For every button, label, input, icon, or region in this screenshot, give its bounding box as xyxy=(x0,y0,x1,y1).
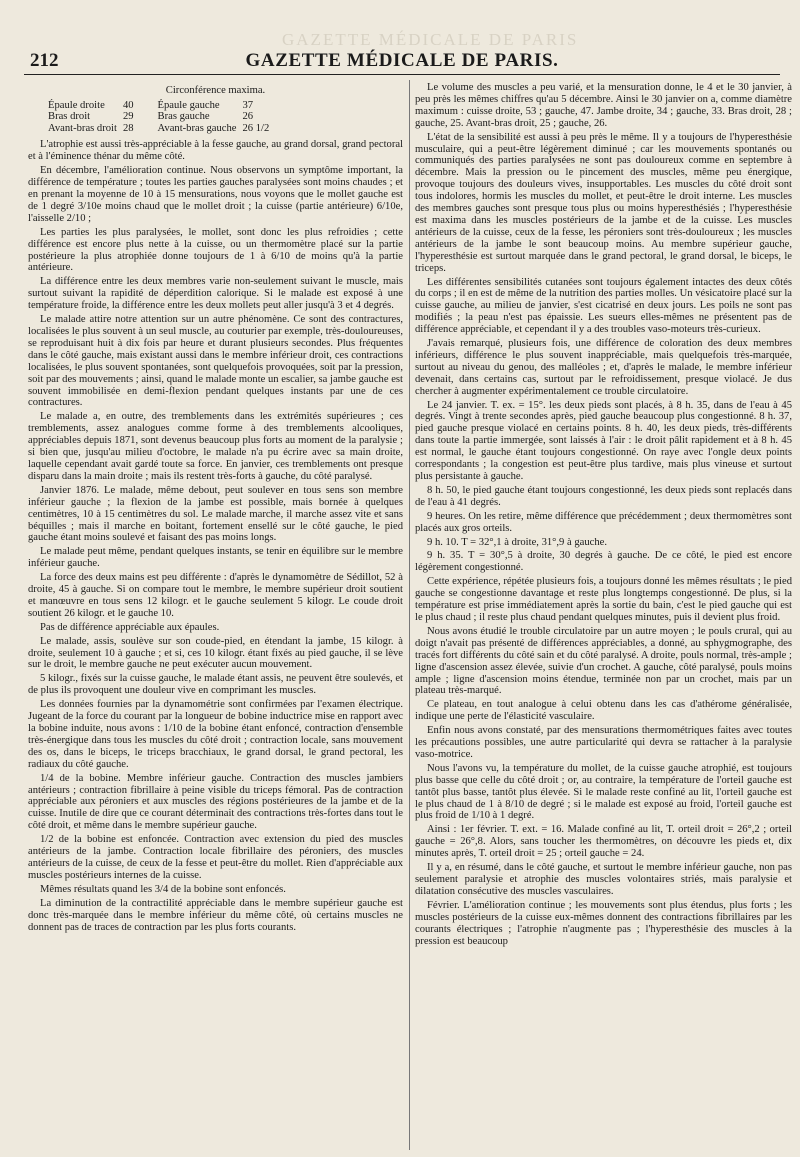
table-cell: 26 1/2 xyxy=(242,122,270,134)
left-text xyxy=(28,139,403,933)
paragraph: Les données fournies par la dynamométrie sont confirmées par l'examen électrique. Jugeant de la force du courant par la longueur de bobine inductrice mise en rapport avec la bobine induite, nous avons : 1/10 de la bobine étant enfoncé, contraction d'ensemble très-énergique dans tous les muscles du côté droit ; contraction locale, sans mouvement des os, dans le biceps, le triceps bracchiaux, le grand dorsal, le grand pectoral, les radiaux du côté gauche. xyxy=(28,699,403,770)
paragraph: Ainsi : 1er février. T. ext. = 16. Malade confiné au lit, T. orteil droit = 26°,2 ; orteil gauche = 26°,8. Alors, sans toucher les thermomètres, on découvre les pieds et, dix minutes après, T. orteil droit = 25 ; orteil gauche = 24. xyxy=(415,824,792,860)
paragraph: Le 24 janvier. T. ex. = 15°. les deux pieds sont placés, à 8 h. 35, dans de l'eau à 45 degrés. Vingt à trente secondes après, pied gauche beaucoup plus congestionné. 8 h. 37, pied gauche presque violacé en certains points. 8 h. 40, les deux pieds, très-différents dans toute la partie immergée, sont laissés à l'air : le droit pâlit rapidement et à 8 h. 45 est normal, le gauche étant toujours congestionné. On raye avec l'ongle deux points correspondants ; la congestion est peut-être plus tardive, mais plus vineuse et surtout plus persistante à gauche. xyxy=(415,399,792,482)
table-cell: Bras droit xyxy=(48,111,91,123)
table-row xyxy=(48,111,275,123)
paragraph: 9 h. 35. T = 30°,5 à droite, 30 degrés à gauche. De ce côté, le pied est encore légèrement congestionné. xyxy=(415,550,792,574)
paragraph: Le volume des muscles a peu varié, et la mensuration donne, le 4 et le 30 janvier, à peu près les mêmes chiffres qu'au 5 décembre. Ainsi le 30 janvier on a, comme diamètre maximum : cuisse droite, 53 ; gauche, 47. Jambe droite, 34 ; gauche, 33. Bras droit, 28 ; gauche, 25. Avant-bras droit, 25 ; gauche, 26. xyxy=(415,82,792,129)
table-cell: Épaule droite xyxy=(48,99,105,111)
journal-title: GAZETTE MÉDICALE DE PARIS. xyxy=(245,50,559,71)
left-column xyxy=(28,82,403,1147)
paragraph: Nous avons étudié le trouble circulatoire par un autre moyen ; le pouls crural, qui au doigt n'avait pas présenté de différences appréciables, a donné, au sphygmographe, des tracés fort différents du côté sain et du côté paralysé. A droite, pouls normal, très-ample ; ligne d'ascension assez élevée, suivie d'un crochet. A gauche, côté paralysé, pouls moins ample ; ligne d'ascension moins étendue, terminée non par un crochet, mais par un plateau très-marqué. xyxy=(415,625,792,697)
paragraph: Les différentes sensibilités cutanées sont toujours également intactes des deux côtés du corps ; il en est de même de la nutrition des parties molles. Un vésicatoire placé sur la cuisse gauche, au milieu de janvier, s'est cicatrisé en deux jours. Les poils ne sont pas modifiés ; la peau n'est pas épaissie. Les sueurs elles-mêmes ne présentent pas de différence appréciable, et cependant il y a des troubles vaso-moteurs très-curieux. xyxy=(415,276,792,336)
page-number: 212 xyxy=(30,50,59,71)
paragraph: La force des deux mains est peu différente : d'après le dynamomètre de Sédillot, 52 à droite, 45 à gauche. Si on compare tout le membre, le membre supérieur droit soutient et manœuvre en tous sens 12 kilogr. et le gauche seulement 5 kilogr. Le coude droit soutient 26 kilogr. et le gauche 10. xyxy=(28,572,403,619)
table-cell: 29 xyxy=(122,111,134,123)
paragraph: Ce plateau, en tout analogue à celui obtenu dans les cas d'athérome généralisée, indique une perte de l'élasticité vasculaire. xyxy=(415,699,792,723)
paragraph: Cette expérience, répétée plusieurs fois, a toujours donné les mêmes résultats ; le pied gauche se congestionne davantage et reste plus longtemps congestionné. De plus, si la température est prise immédiatement après la sortie du bain, c'est le pied gauche qui est le plus chaud ; il reste plus chaud pendant quelques minutes, puis il devient plus froid. xyxy=(415,576,792,623)
paragraph: Les parties les plus paralysées, le mollet, sont donc les plus refroidies ; cette différence est encore plus nette à la cuisse, ou un thermomètre placé sur la partie postérieure la plus atrophiée donne toujours de 1 à 6/10 de moins qu'à la partie antérieure. xyxy=(28,226,403,274)
paragraph: Le malade a, en outre, des tremblements dans les extrémités supérieures ; ces tremblements, assez analogues comme forme à des tremblements alcooliques, appréciables depuis 1871, sont devenus beaucoup plus forts au moment de la paralysie ; si bien que, jusqu'au milieu d'octobre, le malade n'a pu écrire avec sa main droite, laquelle cependant avait gardé toute sa force. En janvier, ces tremblements ont presque disparu dans la main droite ; mais ils restent très-forts à gauche, du côté paralysé. xyxy=(28,411,403,482)
circumference-table xyxy=(48,100,275,135)
paragraph: Janvier 1876. Le malade, même debout, peut soulever en tous sens son membre inférieur gauche ; la flexion de la jambe est possible, mais bornée à quelques centimètres, 10 à 15 centimètres du sol. Le malade marche, il marche assez vite et sans béquilles ; mais il marche en boitant, fortement ensellé sur le côté gauche, le pied gauche étant moins soulevé et faisant des pas moins longs. xyxy=(28,484,403,544)
paragraph: En décembre, l'amélioration continue. Nous observons un symptôme important, la différence de température ; toutes les parties gauches paralysées sont moins chaudes ; et en prenant la moyenne de 10 à 15 mensurations, nous voyons que le mollet gauche est de 1 degré 3/10e moins chaud que le mollet droit ; la cuisse (partie antérieure) 6/10e, l'aisselle 2/10 ; xyxy=(28,165,403,224)
paragraph: La différence entre les deux membres varie non-seulement suivant le muscle, mais surtout suivant la rapidité de déperdition calorique. Si le malade est exposé à une température froide, la différence entre les deux mollets peut aller jusqu'à 3 et 4 degrés. xyxy=(28,276,403,312)
column-divider xyxy=(409,80,410,1150)
paragraph: 8 h. 50, le pied gauche étant toujours congestionné, les deux pieds sont replacés dans de l'eau à 41 degrés. xyxy=(415,484,792,508)
paragraph: Février. L'amélioration continue ; les mouvements sont plus étendus, plus forts ; les muscles postérieurs de la cuisse eux-mêmes donnent des contractions fibrillaires par les courants électriques ; l'atrophie n'augmente pas ; l'hyperesthésie des muscles à la pression est beaucoup xyxy=(415,899,792,947)
table-row xyxy=(48,123,275,135)
paragraph: Enfin nous avons constaté, par des mensurations thermométriques faites avec toutes les précautions possibles, une autre particularité qui devra se rattacher à la paralysie vaso-motrice. xyxy=(415,725,792,760)
table-cell: Avant-bras gauche xyxy=(157,122,237,134)
table-cell: Bras gauche xyxy=(157,111,210,123)
table-row xyxy=(48,100,275,112)
paragraph: 1/2 de la bobine est enfoncée. Contraction avec extension du pied des muscles antérieurs de la jambe. Contraction locale fibrillaire des péroniers, des muscles antérieurs de la cuisse, de ceux de la fesse et peut-être du mollet. Rien d'appréciable aux muscles postérieurs internes de la cuisse. xyxy=(28,834,403,881)
paragraph: 5 kilogr., fixés sur la cuisse gauche, le malade étant assis, ne peuvent être soulevés, et de plus ils provoquent une douleur vive en comprimant les muscles. xyxy=(28,673,403,697)
table-cell: 40 xyxy=(122,99,134,111)
paragraph: Le malade attire notre attention sur un autre phénomène. Ce sont des contractures, localisées le plus souvent à un seul muscle, au couturier par exemple, très-douloureuses, se reproduisant huit à dix fois par heure et durant plusieurs secondes. Plus fréquentes dans le côté gauche, mais existant aussi dans le membre inférieur droit, ces contractions localisées, le plus souvent spontanées, sont quelquefois provoquées, soit par la pression, soit par des mouvements ; ainsi, quand le malade monte un escalier, sa jambe gauche est souvent immobilisée en demi-flexion pendant quelques instants par une de ces contractures. xyxy=(28,314,403,409)
page-header xyxy=(24,48,780,75)
paragraph: Le malade, assis, soulève sur son coude-pied, en étendant la jambe, 15 kilogr. à droite, seulement 10 à gauche ; et si, ces 10 kilogr. étant fixés au pied gauche, il se lève sur le droit, le membre gauche ne peut exécuter aucun mouvement. xyxy=(28,635,403,671)
paragraph: Pas de différence appréciable aux épaules. xyxy=(40,621,220,633)
paragraph: Il y a, en résumé, dans le côté gauche, et surtout le membre inférieur gauche, non pas seulement paralysie et atrophie des muscles volontaires striés, mais paralysie et dilatation consécutive des muscles vasculaires. xyxy=(415,862,792,897)
paragraph: Nous l'avons vu, la température du mollet, de la cuisse gauche atrophié, est toujours plus basse que celle du côté droit ; or, au contraire, la température de l'orteil gauche est tantôt plus basse, tantôt plus élevée. Si le malade reste confiné au lit, l'orteil gauche est le plus chaud de 1 à 8/10 de degré ; si le malade est exposé au froid, l'orteil gauche est plus froid de 1/10 à 1 degré. xyxy=(415,762,792,822)
paragraph: Mêmes résultats quand les 3/4 de la bobine sont enfoncés. xyxy=(40,883,286,895)
right-text xyxy=(415,82,792,947)
paragraph: 1/4 de la bobine. Membre inférieur gauche. Contraction des muscles jambiers antérieurs ; contraction fibrillaire à peine visible du triceps fémoral. Pas de contraction appréciable aux péroniers et aux muscles des régions postérieures de la jambe et de la cuisse. Inutile de dire que ce courant déterminait des contractions très-fortes dans tout le côté droit, et même dans le membre supérieur gauche. xyxy=(28,772,403,832)
table-cell: Épaule gauche xyxy=(157,99,220,111)
paragraph: 9 h. 10. T = 32°,1 à droite, 31°,9 à gauche. xyxy=(427,536,607,548)
table-cell: Avant-bras droit xyxy=(48,122,117,134)
paragraph: J'avais remarqué, plusieurs fois, une différence de coloration des deux membres inférieurs, différence le plus souvent inappréciable, mais quelquefois très-marquée, surtout au niveau du genou, des malléoles ; et, d'après le malade, le membre inférieur devenait, dans certains cas, surtout par le refroidissement, presque violacé. Je dus chercher à augmenter expérimentalement ce trouble circulatoire. xyxy=(415,338,792,397)
table-cell: 37 xyxy=(242,99,254,111)
paragraph: Le malade peut même, pendant quelques instants, se tenir en équilibre sur le membre inférieur gauche. xyxy=(28,546,403,570)
paragraph: 9 heures. On les retire, même différence que précédemment ; deux thermomètres sont placés aux gros orteils. xyxy=(415,510,792,534)
right-column xyxy=(415,82,792,1147)
table-cell: 28 xyxy=(122,122,134,134)
paragraph: La diminution de la contractilité appréciable dans le membre supérieur gauche est donc très-marquée dans le membre inférieur du même côté, où certains muscles ne donnent pas de traces de contraction par les plus forts courants. xyxy=(28,897,403,933)
paragraph: L'état de la sensibilité est aussi à peu près le même. Il y a toujours de l'hyperesthésie musculaire, qui a peut-être légèrement diminué ; car les mouvements spontanés ou communiqués des parties paralysées ne sont pas douloureux comme en septembre à décembre. Mais la pression ou le pincement des muscles, même peu énergique, provoque toujours des douleurs vives, insupportables. Les muscles du côté droit sont tous indolores, hormis les muscles du mollet, et peut-être le droit interne. Les muscles des membres gauches sont presque tous plus ou moins hyperesthésiés ; l'hyperesthésie est maxima dans les muscles postérieurs de la jambe et de la cuisse. Les muscles antérieurs de la cuisse, ceux de la fesse, les péroniers sont très-douloureux ; les muscles antérieurs de la jambe le sont beaucoup moins. Au membre supérieur gauche, l'hyperesthésie est surtout marquée dans le grand pectoral, le grand dorsal, le biceps, le triceps. xyxy=(415,131,792,274)
table-cell: 26 xyxy=(242,111,254,123)
bleed-through-text: GAZETTE MÉDICALE DE PARIS xyxy=(282,30,579,49)
paragraph: L'atrophie est aussi très-appréciable à la fesse gauche, au grand dorsal, grand pectoral et à l'éminence thénar du même côté. xyxy=(28,139,403,163)
circumference-title: Circonférence maxima. xyxy=(165,85,266,96)
